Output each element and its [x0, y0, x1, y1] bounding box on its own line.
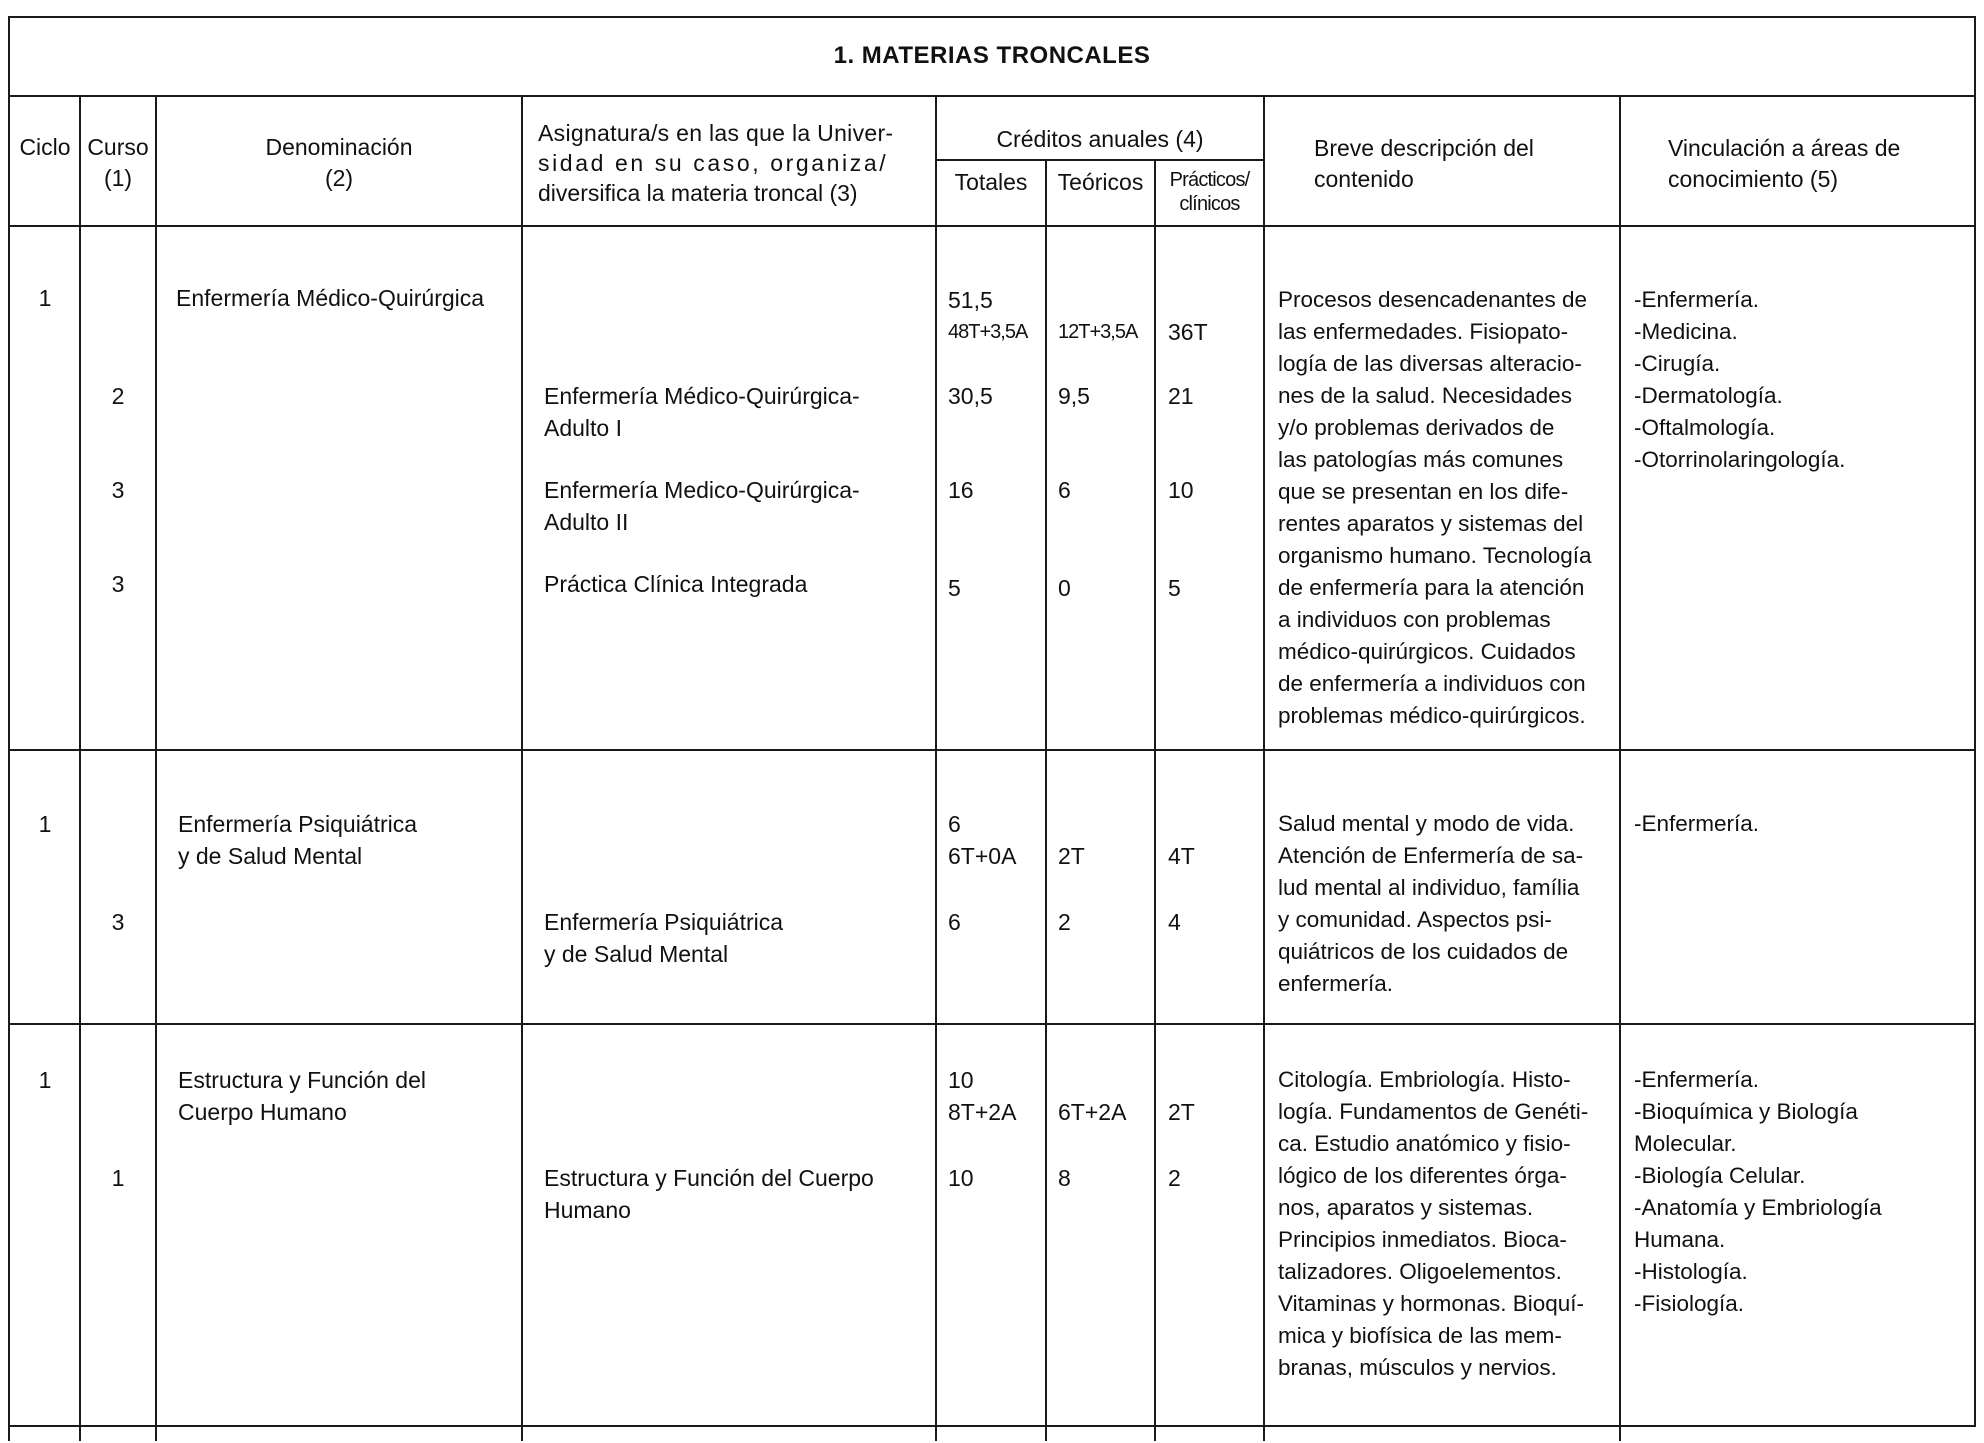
section1-area-item: -Dermatología.	[1634, 383, 1783, 408]
section1-row3-asignatura: Práctica Clínica Integrada	[544, 571, 808, 597]
section1-desc-line: organismo humano. Tecnología	[1278, 543, 1592, 568]
section1-row2-asignatura: Enfermería Medico-Quirúrgica-	[544, 477, 860, 503]
section1-row1-practicos: 21	[1168, 383, 1194, 409]
section2-denominacion-line2: y de Salud Mental	[178, 843, 363, 869]
section3-area-item: Humana.	[1634, 1227, 1726, 1252]
header-asignatura-line3: diversifica la materia troncal (3)	[538, 180, 858, 206]
section1-row2-totales: 16	[948, 477, 974, 503]
section1-totales: 51,5	[948, 287, 993, 313]
header-totales: Totales	[954, 169, 1028, 195]
section3-desc-line: nos, aparatos y sistemas.	[1278, 1195, 1534, 1220]
header-practicos: Prácticos/	[1169, 169, 1250, 191]
section1-areas	[1634, 284, 1845, 476]
section1-desc-line: Procesos desencadenantes de	[1278, 287, 1587, 312]
section1-totales-split: 48T+3,5A	[948, 321, 1028, 343]
header-vinculacion-line2: conocimiento (5)	[1668, 166, 1839, 192]
section3-desc-line: logía. Fundamentos de Genéti-	[1278, 1099, 1589, 1124]
section3-area-item: -Enfermería.	[1634, 1067, 1760, 1092]
header-creditos: Créditos anuales (4)	[996, 126, 1204, 152]
section1-desc-line: que se presentan en los dife-	[1278, 479, 1569, 504]
section1-desc-line: logía de las diversas alteracio-	[1278, 351, 1582, 376]
section3-desc-line: Citología. Embriología. Histo-	[1278, 1067, 1571, 1092]
header-denominacion: Denominación	[265, 134, 413, 160]
section3-teoricos-split: 6T+2A	[1058, 1099, 1127, 1125]
section3-row-teoricos: 8	[1058, 1165, 1071, 1191]
section1-desc-line: las enfermedades. Fisiopato-	[1278, 319, 1569, 344]
section1-row2-practicos: 10	[1168, 477, 1194, 503]
header-vinculacion-line1: Vinculación a áreas de	[1668, 135, 1901, 161]
section1-row1-totales: 30,5	[948, 383, 993, 409]
section1-area-item: -Oftalmología.	[1634, 415, 1776, 440]
section2-row-asignatura-line2: y de Salud Mental	[544, 941, 729, 967]
section3-area-item: -Bioquímica y Biología	[1634, 1099, 1858, 1124]
section3-description	[1278, 1064, 1612, 1384]
section2-desc-line: Salud mental y modo de vida.	[1278, 811, 1575, 836]
section3-desc-line: lógico de los diferentes órga-	[1278, 1163, 1567, 1188]
section3-row-asignatura: Estructura y Función del Cuerpo	[544, 1165, 874, 1191]
section1-desc-line: de enfermería a individuos con	[1278, 671, 1586, 696]
section1-row1-asignatura-line2: Adulto I	[544, 415, 622, 441]
section1-denominacion: Enfermería Médico-Quirúrgica	[176, 285, 485, 311]
section3-desc-line: Principios inmediatos. Bioca-	[1278, 1227, 1567, 1252]
header-asignatura-line2: sidad en su caso, organiza/	[538, 150, 889, 176]
section2-row-curso: 3	[111, 909, 125, 935]
section3-row-practicos: 2	[1168, 1165, 1181, 1191]
section1-practicos-split: 36T	[1168, 319, 1208, 345]
section2-denominacion-line1: Enfermería Psiquiátrica	[178, 811, 418, 837]
header-clinicos: clínicos	[1179, 193, 1240, 215]
section2-totales-split: 6T+0A	[948, 843, 1017, 869]
section2-desc-line: enfermería.	[1278, 971, 1394, 996]
section1-desc-line: médico-quirúrgicos. Cuidados	[1278, 639, 1576, 664]
section1-row3-teoricos: 0	[1058, 575, 1071, 601]
section3-ciclo: 1	[38, 1067, 52, 1093]
section2-ciclo: 1	[38, 811, 52, 837]
section2-row-asignatura: Enfermería Psiquiátrica	[544, 909, 784, 935]
section1-desc-line: y/o problemas derivados de	[1278, 415, 1555, 440]
section3-desc-line: Vitaminas y hormonas. Bioquí-	[1278, 1291, 1584, 1316]
section3-row-curso: 1	[111, 1165, 125, 1191]
header-asignatura-line1: Asignatura/s en las que la Univer-	[538, 120, 894, 146]
header-ciclo: Ciclo	[19, 134, 71, 160]
section3-desc-line: mica y biofísica de las mem-	[1278, 1323, 1562, 1348]
section1-row3-totales: 5	[948, 575, 961, 601]
section1-area-item: -Medicina.	[1634, 319, 1738, 344]
section3-areas	[1634, 1064, 1882, 1320]
section3-row-asignatura-line2: Humano	[544, 1197, 631, 1223]
section1-row3-practicos: 5	[1168, 575, 1181, 601]
section1-desc-line: rentes aparatos y sistemas del	[1278, 511, 1584, 536]
section2-areas	[1634, 808, 1759, 840]
section2-desc-line: lud mental al individuo, família	[1278, 875, 1580, 900]
section3-desc-line: talizadores. Oligoelementos.	[1278, 1259, 1562, 1284]
section1-desc-line: nes de la salud. Necesidades	[1278, 383, 1572, 408]
section3-area-item: -Fisiología.	[1634, 1291, 1745, 1316]
section1-row2-teoricos: 6	[1058, 477, 1071, 503]
section2-description	[1278, 808, 1612, 1000]
section2-desc-line: quiátricos de los cuidados de	[1278, 939, 1569, 964]
section2-teoricos-split: 2T	[1058, 843, 1085, 869]
document-page	[8, 16, 1976, 1441]
section3-desc-line: branas, músculos y nervios.	[1278, 1355, 1557, 1380]
section1-row1-curso: 2	[111, 383, 125, 409]
section1-area-item: -Otorrinolaringología.	[1634, 447, 1846, 472]
table-title: 1. MATERIAS TRONCALES	[833, 42, 1151, 69]
section1-area-item: -Cirugía.	[1634, 351, 1721, 376]
section1-desc-line: de enfermería para la atención	[1278, 575, 1585, 600]
section2-row-teoricos: 2	[1058, 909, 1071, 935]
header-denominacion-note: (2)	[324, 165, 354, 191]
section1-row2-curso: 3	[111, 477, 125, 503]
section1-description	[1278, 284, 1612, 732]
section2-desc-line: Atención de Enfermería de sa-	[1278, 843, 1584, 868]
header-breve-line1: Breve descripción del	[1314, 135, 1534, 161]
section2-totales: 6	[948, 811, 961, 837]
section3-area-item: -Histología.	[1634, 1259, 1748, 1284]
section3-desc-line: ca. Estudio anatómico y fisio-	[1278, 1131, 1571, 1156]
section3-area-item: -Anatomía y Embriología	[1634, 1195, 1882, 1220]
section3-totales-split: 8T+2A	[948, 1099, 1017, 1125]
section3-denominacion-line1: Estructura y Función del	[178, 1067, 427, 1093]
section2-practicos-split: 4T	[1168, 843, 1195, 869]
section2-row-practicos: 4	[1168, 909, 1181, 935]
section3-area-item: -Biología Celular.	[1634, 1163, 1806, 1188]
section1-row2-asignatura-line2: Adulto II	[544, 509, 629, 535]
header-curso-note: (1)	[103, 165, 133, 191]
section3-denominacion-line2: Cuerpo Humano	[178, 1099, 347, 1125]
section1-ciclo: 1	[38, 285, 52, 311]
section2-area-item: -Enfermería.	[1634, 811, 1760, 836]
header-teoricos: Teóricos	[1057, 169, 1144, 195]
section3-row-totales: 10	[948, 1165, 974, 1191]
section1-area-item: -Enfermería.	[1634, 287, 1760, 312]
section1-desc-line: a individuos con problemas	[1278, 607, 1551, 632]
section1-row1-asignatura: Enfermería Médico-Quirúrgica-	[544, 383, 860, 409]
section1-desc-line: problemas médico-quirúrgicos.	[1278, 703, 1586, 728]
section3-practicos-split: 2T	[1168, 1099, 1195, 1125]
section1-desc-line: las patologías más comunes	[1278, 447, 1564, 472]
section2-row-totales: 6	[948, 909, 961, 935]
section2-desc-line: y comunidad. Aspectos psi-	[1278, 907, 1552, 932]
header-curso: Curso	[87, 134, 149, 160]
section1-teoricos-split: 12T+3,5A	[1058, 321, 1138, 343]
section1-row1-teoricos: 9,5	[1058, 383, 1090, 409]
header-breve-line2: contenido	[1314, 166, 1414, 192]
section1-row3-curso: 3	[111, 571, 125, 597]
section3-totales: 10	[948, 1067, 974, 1093]
section3-area-item: Molecular.	[1634, 1131, 1737, 1156]
